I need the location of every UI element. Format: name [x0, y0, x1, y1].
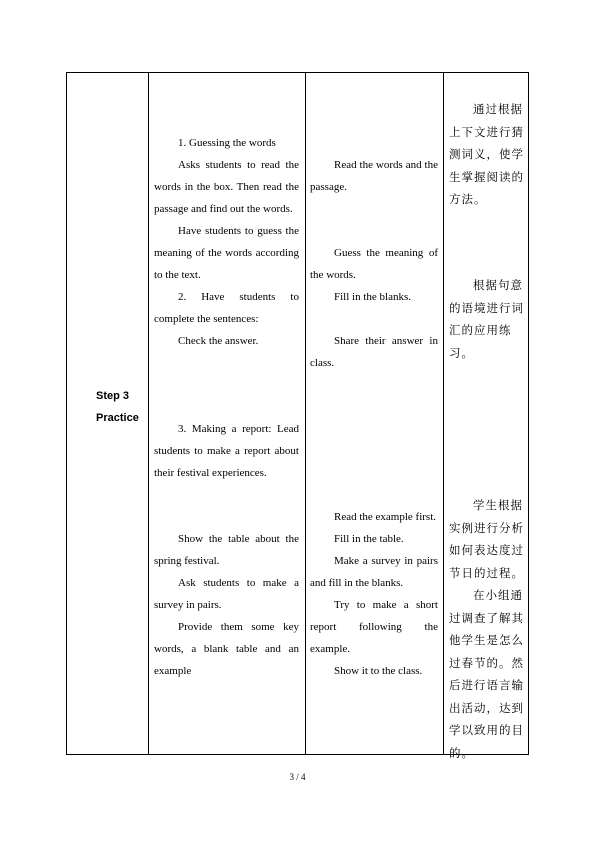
column-divider: [148, 72, 149, 755]
teacher-activity: 2. Have students to complete the sentences:: [154, 291, 299, 325]
student-activity-group-2: [310, 242, 438, 308]
student-activity: Fill in the blanks.: [334, 291, 411, 303]
design-purpose: 通过根据上下文进行猜测词义，使学生掌握阅读的方法。: [449, 102, 524, 206]
purpose-group-1: [449, 98, 525, 211]
student-activity-group-1: [310, 154, 438, 198]
teacher-activity: Ask students to make a survey in pairs.: [154, 577, 299, 611]
teacher-activity: Provide them some key words, a blank table and an example: [154, 621, 299, 677]
teacher-activity-group-3: [154, 528, 299, 682]
teacher-activity: Show the table about the spring festival.: [154, 533, 299, 567]
student-activity: Read the example first.: [334, 511, 437, 523]
student-activity: Try to make a short report following the example.: [310, 599, 438, 655]
design-purpose: 学生根据实例进行分析如何表达度过节日的过程。: [449, 498, 524, 580]
teacher-activity: 1. Guessing the words: [178, 137, 276, 149]
teacher-activity: Asks students to read the words in the box. Then read the passage and find out the words.: [154, 159, 299, 215]
student-activity: Fill in the table.: [334, 533, 404, 545]
column-divider: [305, 72, 306, 755]
step-title: Practice: [96, 412, 139, 424]
step-number: Step 3: [96, 390, 130, 402]
student-activity: Read the words and the passage.: [310, 159, 438, 193]
student-activity-group-4: [310, 506, 438, 682]
student-activity: Show it to the class.: [334, 665, 423, 677]
student-activity: Guess the meaning of the words.: [310, 247, 438, 281]
student-activity: Make a survey in pairs and fill in the blanks.: [310, 555, 438, 589]
design-purpose: 在小组通过调查了解其他学生是怎么过春节的。然后进行语言输出活动，达到学以致用的目的。: [449, 588, 524, 760]
purpose-group-3: [449, 494, 525, 764]
purpose-group-2: [449, 274, 525, 364]
teacher-activity: Have students to guess the meaning of the words according to the text.: [154, 225, 299, 281]
teacher-activity-group-1: [154, 132, 299, 352]
teacher-activity: 3. Making a report: Lead students to make a report about their festival experiences.: [154, 423, 299, 479]
page-number: 3 / 4: [289, 772, 306, 782]
student-activity-group-3: [310, 330, 438, 374]
teacher-activity: Check the answer.: [178, 335, 259, 347]
column-divider: [443, 72, 444, 755]
step-label: [96, 385, 139, 429]
design-purpose: 根据句意的语境进行词汇的应用练习。: [449, 278, 524, 360]
teacher-activity-group-2: [154, 418, 299, 484]
student-activity: Share their answer in class.: [310, 335, 438, 369]
